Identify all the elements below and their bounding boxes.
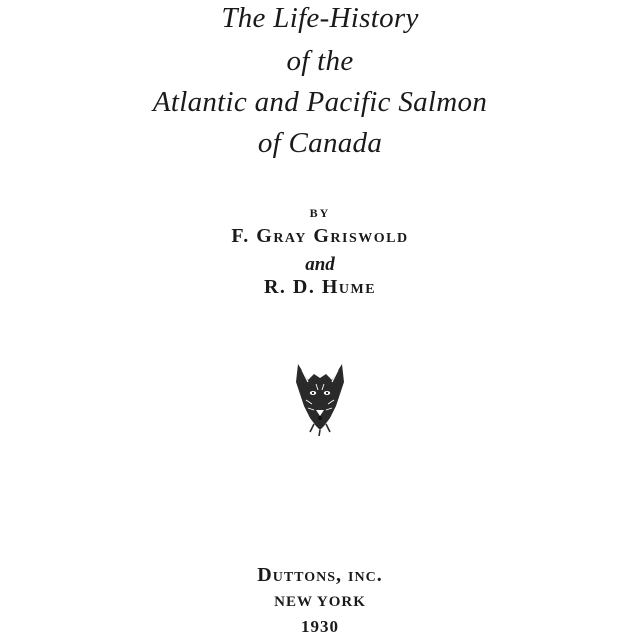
title-line-3: Atlantic and Pacific Salmon xyxy=(152,86,488,118)
and-conjunction: and xyxy=(305,254,335,275)
publisher-city: NEW YORK xyxy=(274,594,366,610)
title-line-2: of the xyxy=(286,45,354,77)
by-label: BY xyxy=(309,206,331,220)
author-2: R. D. Hume xyxy=(263,276,377,298)
author-1: F. Gray Griswold xyxy=(231,225,409,247)
title-line-1: The Life-History xyxy=(221,2,419,34)
title-line-4: of Canada xyxy=(257,127,383,159)
publisher-name: Duttons, inc. xyxy=(257,564,383,586)
publication-year: 1930 xyxy=(301,617,339,636)
fox-head-emblem-icon xyxy=(292,360,348,438)
